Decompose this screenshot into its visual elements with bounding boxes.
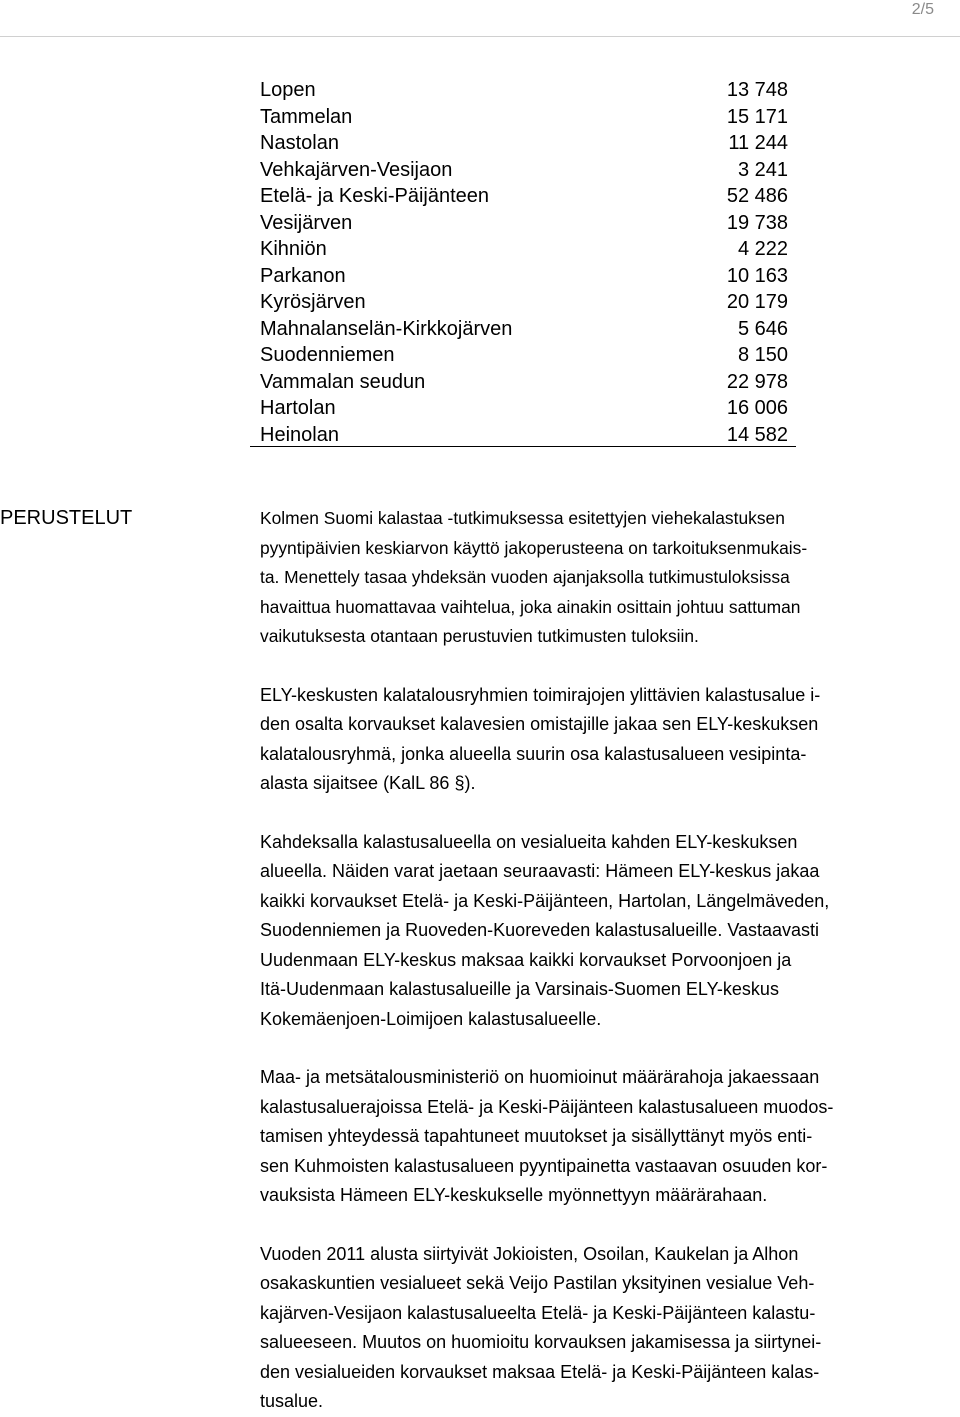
area-value: 15 171 xyxy=(726,105,788,128)
table-row xyxy=(260,369,796,396)
table-row xyxy=(260,236,796,263)
paragraph-line: alasta sijaitsee (KalL 86 §). xyxy=(260,773,476,793)
area-name: Kihniön xyxy=(260,238,327,260)
page-number: 2/5 xyxy=(911,1,934,18)
area-name: Vesijärven xyxy=(260,211,353,234)
table-row xyxy=(260,422,796,449)
table-row xyxy=(260,104,796,131)
paragraph-line: kajärven-Vesijaon kalastusalueelta Etelä- ja Keski-Päijänteen kalastu- xyxy=(260,1302,816,1323)
area-value: 14 582 xyxy=(726,423,788,446)
paragraph-line: kaikki korvaukset Etelä- ja Keski-Päijänteen, Hartolan, Längelmäveden, xyxy=(260,890,830,911)
section-body xyxy=(260,504,960,1417)
area-name: Tammelan xyxy=(260,105,353,128)
area-value: 13 748 xyxy=(726,79,788,101)
paragraph-line: ta. Menettely tasaa yhdeksän vuoden ajanjaksolla tutkimustuloksissa xyxy=(260,567,790,587)
paragraph-gap xyxy=(260,1034,960,1063)
area-value: 10 163 xyxy=(726,264,788,287)
paragraph-line: sen Kuhmoisten kalastusalueen pyyntipainetta vastaavan osuuden kor- xyxy=(260,1155,828,1176)
paragraph-gap xyxy=(260,799,960,828)
table-bottom-rule xyxy=(250,446,796,447)
paragraph-line: havaittua huomattavaa vaihtelua, joka ainakin osittain johtuu sattuman xyxy=(260,596,801,617)
paragraph-line: osakaskuntien vesialueet sekä Veijo Pastilan yksityinen vesialue Veh- xyxy=(260,1273,815,1293)
table-row xyxy=(260,263,796,290)
area-name: Vammalan seudun xyxy=(260,370,426,393)
paragraph-line: den osalta korvaukset kalavesien omistajille jakaa sen ELY-keskuksen xyxy=(260,714,819,734)
table-row xyxy=(260,77,796,104)
area-name: Etelä- ja Keski-Päijänteen xyxy=(260,185,490,207)
area-value: 3 241 xyxy=(737,158,788,181)
paragraph-line: Maa- ja metsätalousministeriö on huomioinut määrärahoja jakaessaan xyxy=(260,1067,820,1087)
paragraph-line: ELY-keskusten kalatalousryhmien toimirajojen ylittävien kalastusalue i- xyxy=(260,684,821,705)
area-value: 19 738 xyxy=(726,211,788,234)
paragraph xyxy=(260,681,960,799)
area-value: 11 244 xyxy=(728,132,788,154)
compensation-table xyxy=(260,77,796,448)
area-name: Vehkajärven-Vesijaon xyxy=(260,158,453,181)
section-label: PERUSTELUT xyxy=(0,507,133,529)
paragraph xyxy=(260,828,960,1035)
paragraph-line: salueeseen. Muutos on huomioitu korvauksen jakamisessa ja siirtynei- xyxy=(260,1332,822,1352)
area-value: 52 486 xyxy=(726,185,788,207)
paragraph-line: Kokemäenjoen-Loimijoen kalastusalueelle. xyxy=(260,1008,602,1029)
table-row xyxy=(260,316,796,343)
paragraph-line: Itä-Uudenmaan kalastusalueille ja Varsinais-Suomen ELY-keskus xyxy=(260,979,779,999)
area-value: 5 646 xyxy=(737,317,788,340)
table-row xyxy=(260,342,796,369)
header-divider xyxy=(0,36,960,37)
paragraph-line: kalastusaluerajoissa Etelä- ja Keski-Päijänteen kalastusalueen muodos- xyxy=(260,1096,834,1117)
paragraph-line: Kolmen Suomi kalastaa -tutkimuksessa esitettyjen viehekalastuksen xyxy=(260,508,785,528)
area-name: Suodenniemen xyxy=(260,344,395,366)
area-name: Nastolan xyxy=(260,132,339,154)
area-name: Hartolan xyxy=(260,397,336,419)
table-row xyxy=(260,183,796,210)
paragraph-line: kalatalousryhmä, jonka alueella suurin osa kalastusalueen vesipinta- xyxy=(260,743,807,764)
table-row xyxy=(260,289,796,316)
table-row xyxy=(260,395,796,422)
paragraph-line: den vesialueiden korvaukset maksaa Etelä- ja Keski-Päijänteen kalas- xyxy=(260,1361,820,1382)
area-value: 22 978 xyxy=(726,370,788,393)
paragraph-line: tamisen yhteydessä tapahtuneet muutokset ja sisällyttänyt myös enti- xyxy=(260,1126,813,1146)
table-row xyxy=(260,130,796,157)
area-name: Kyrösjärven xyxy=(260,291,366,313)
paragraph-line: Kahdeksalla kalastusalueella on vesialueita kahden ELY-keskuksen xyxy=(260,831,798,852)
paragraph-line: alueella. Näiden varat jaetaan seuraavasti: Hämeen ELY-keskus jakaa xyxy=(260,861,820,881)
table-row xyxy=(260,210,796,237)
area-value: 4 222 xyxy=(737,238,788,260)
area-name: Heinolan xyxy=(260,423,339,446)
paragraph-line: vaikutuksesta otantaan perustuvien tutkimusten tuloksiin. xyxy=(260,626,699,646)
paragraph-line: Suodenniemen ja Ruoveden-Kuoreveden kalastusalueille. Vastaavasti xyxy=(260,920,820,940)
paragraph-line: Uudenmaan ELY-keskus maksaa kaikki korvaukset Porvoonjoen ja xyxy=(260,949,792,970)
table-row xyxy=(260,157,796,184)
paragraph xyxy=(260,1063,960,1211)
paragraph-gap xyxy=(260,1211,960,1240)
area-value: 16 006 xyxy=(726,397,788,419)
area-name: Parkanon xyxy=(260,264,346,287)
area-value: 20 179 xyxy=(726,291,788,313)
paragraph-gap xyxy=(260,652,960,681)
area-name: Lopen xyxy=(260,79,316,101)
area-name: Mahnalanselän-Kirkkojärven xyxy=(260,317,513,340)
paragraph-line: vauksista Hämeen ELY-keskukselle myönnettyyn määrärahaan. xyxy=(260,1185,768,1205)
paragraph-line: Vuoden 2011 alusta siirtyivät Jokioisten, Osoilan, Kaukelan ja Alhon xyxy=(260,1243,799,1264)
paragraph xyxy=(260,504,960,652)
paragraph-line: tusalue. xyxy=(260,1391,324,1411)
paragraph-line: pyyntipäivien keskiarvon käyttö jakoperusteena on tarkoituksenmukais- xyxy=(260,537,808,558)
area-value: 8 150 xyxy=(737,344,788,366)
paragraph xyxy=(260,1240,960,1417)
